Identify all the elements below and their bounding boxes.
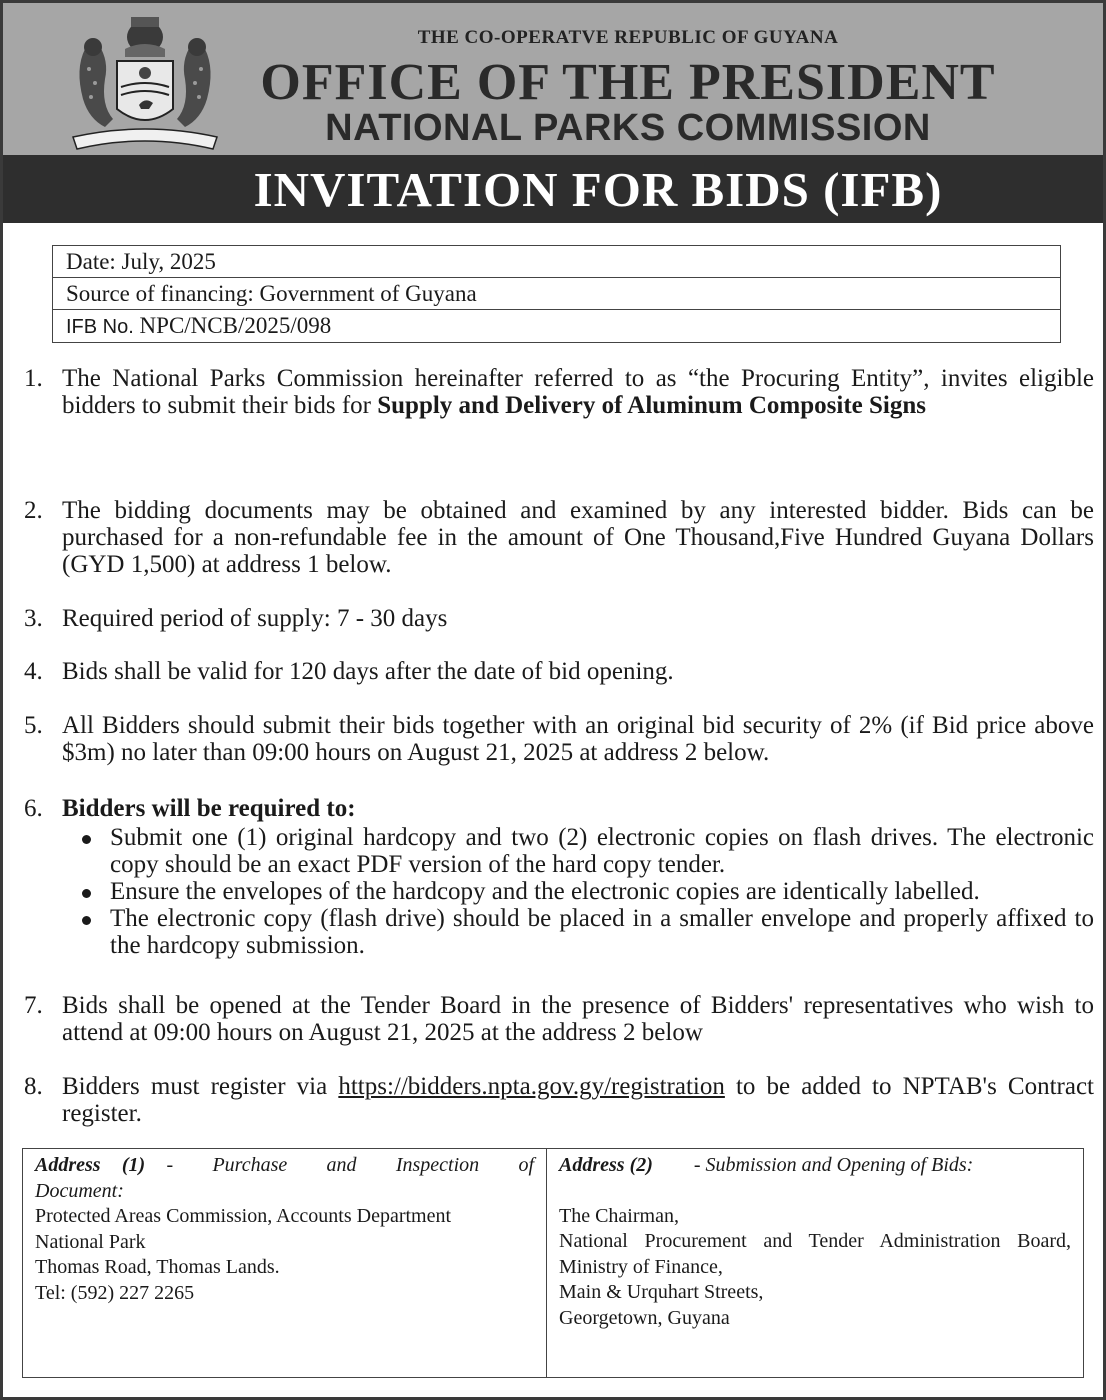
address-2	[547, 1149, 1083, 1377]
item-7	[24, 992, 1094, 1046]
item-text: Bids shall be opened at the Tender Board in the presence of Bidders' representatives who wish to attend at 09:00 hours on August 21, 2025 at the address 2 below	[62, 992, 1094, 1046]
item-1-text: The National Parks Commission hereinafter referred to as “the Procuring Entity”, invites eligible bidders to submit their bids for	[62, 365, 1094, 419]
item-text	[62, 365, 1094, 419]
item-8	[24, 1073, 1094, 1127]
item-text: Bids shall be valid for 120 days after the date of bid opening.	[62, 658, 674, 685]
info-table	[52, 245, 1061, 343]
item-3	[24, 605, 1094, 632]
item-6	[24, 795, 1094, 959]
address-2-purpose: - Submission and Opening of Bids:	[693, 1154, 974, 1176]
address-line: National Park	[35, 1230, 146, 1253]
list-item	[72, 824, 1094, 878]
bullet-icon	[82, 835, 91, 844]
item-8-text: Bidders must register via	[62, 1073, 339, 1100]
address-line: Georgetown, Guyana	[559, 1306, 730, 1329]
list-item	[72, 905, 1094, 959]
item-number: 1.	[24, 365, 43, 392]
title-banner	[3, 155, 1103, 223]
item-number: 8.	[24, 1073, 43, 1100]
list-item-text: Ensure the envelopes of the hardcopy and the electronic copies are identically labelled.	[110, 878, 980, 905]
item-number: 6.	[24, 795, 43, 822]
address-line: National Procurement and Tender Administration Board,	[559, 1230, 1071, 1252]
coat-of-arms-icon	[65, 9, 225, 155]
requirements-list	[72, 824, 1094, 959]
financing-row: Source of financing: Government of Guyana	[53, 278, 1060, 310]
item-text: All Bidders should submit their bids together with an original bid security of 2% (if Bid price above $3m) no later than 09:00 hours on August 21, 2025 at address 2 below.	[62, 712, 1094, 766]
address-line: Main & Urquhart Streets,	[559, 1281, 764, 1303]
address-table	[22, 1148, 1084, 1378]
page-title: INVITATION FOR BIDS (IFB)	[253, 162, 943, 217]
address-2-heading	[559, 1153, 1071, 1179]
item-1-subject: Supply and Delivery of Aluminum Composite Signs	[377, 392, 926, 419]
republic-name: THE CO-OPERATVE REPUBLIC OF GUYANA	[417, 27, 839, 48]
item-number: 7.	[24, 992, 43, 1019]
item-number: 4.	[24, 658, 43, 685]
ifb-number-row	[53, 310, 1060, 342]
office-title: OFFICE OF THE PRESIDENT	[260, 54, 996, 111]
address-2-label: Address (2)	[559, 1154, 653, 1176]
ifb-number-label: IFB No.	[66, 316, 134, 338]
item-2	[24, 497, 1094, 578]
address-1-heading	[35, 1153, 534, 1204]
address-line: Protected Areas Commission, Accounts Department	[35, 1205, 452, 1227]
address-1-purpose: - Purchase and Inspection of Document:	[35, 1154, 534, 1202]
bullet-icon	[82, 916, 91, 925]
header	[3, 3, 1103, 155]
item-6-heading: Bidders will be required to:	[62, 795, 356, 822]
list-item	[72, 878, 1094, 905]
item-number: 3.	[24, 605, 43, 632]
bullet-icon	[82, 889, 91, 898]
item-5	[24, 712, 1094, 766]
address-1	[23, 1149, 547, 1377]
item-1	[24, 365, 1094, 419]
item-text: Required period of supply: 7 - 30 days	[62, 605, 448, 632]
date-row: Date: July, 2025	[53, 246, 1060, 278]
commission-title: NATIONAL PARKS COMMISSION	[325, 107, 931, 149]
list-item-text: Submit one (1) original hardcopy and two (2) electronic copies on flash drives. The electronic copy should be an exact PDF version of the hard copy tender.	[110, 824, 1094, 878]
item-8-text-end: to be added to NPTAB's Contract register.	[62, 1073, 1094, 1127]
item-number: 5.	[24, 712, 43, 739]
spacer	[559, 1179, 1071, 1204]
item-number: 2.	[24, 497, 43, 524]
list-item-text: The electronic copy (flash drive) should be placed in a smaller envelope and properly affixed to the hardcopy submission.	[110, 905, 1094, 959]
address-line: Tel: (592) 227 2265	[35, 1281, 195, 1304]
address-1-label: Address (1)	[35, 1154, 146, 1176]
item-text: The bidding documents may be obtained and examined by any interested bidder. Bids can be purchased for a non-refundable fee in the amount of One Thousand,Five Hundred Guyana Dollars (GYD 1,500) at address 1 below.	[62, 497, 1094, 578]
address-line: Ministry of Finance,	[559, 1255, 723, 1278]
ifb-number-value: NPC/NCB/2025/098	[139, 313, 332, 338]
item-text	[62, 1073, 1094, 1127]
item-4	[24, 658, 1094, 685]
registration-link[interactable]: https://bidders.npta.gov.gy/registration	[338, 1073, 725, 1100]
address-line: The Chairman,	[559, 1204, 679, 1227]
address-line: Thomas Road, Thomas Lands.	[35, 1256, 280, 1278]
